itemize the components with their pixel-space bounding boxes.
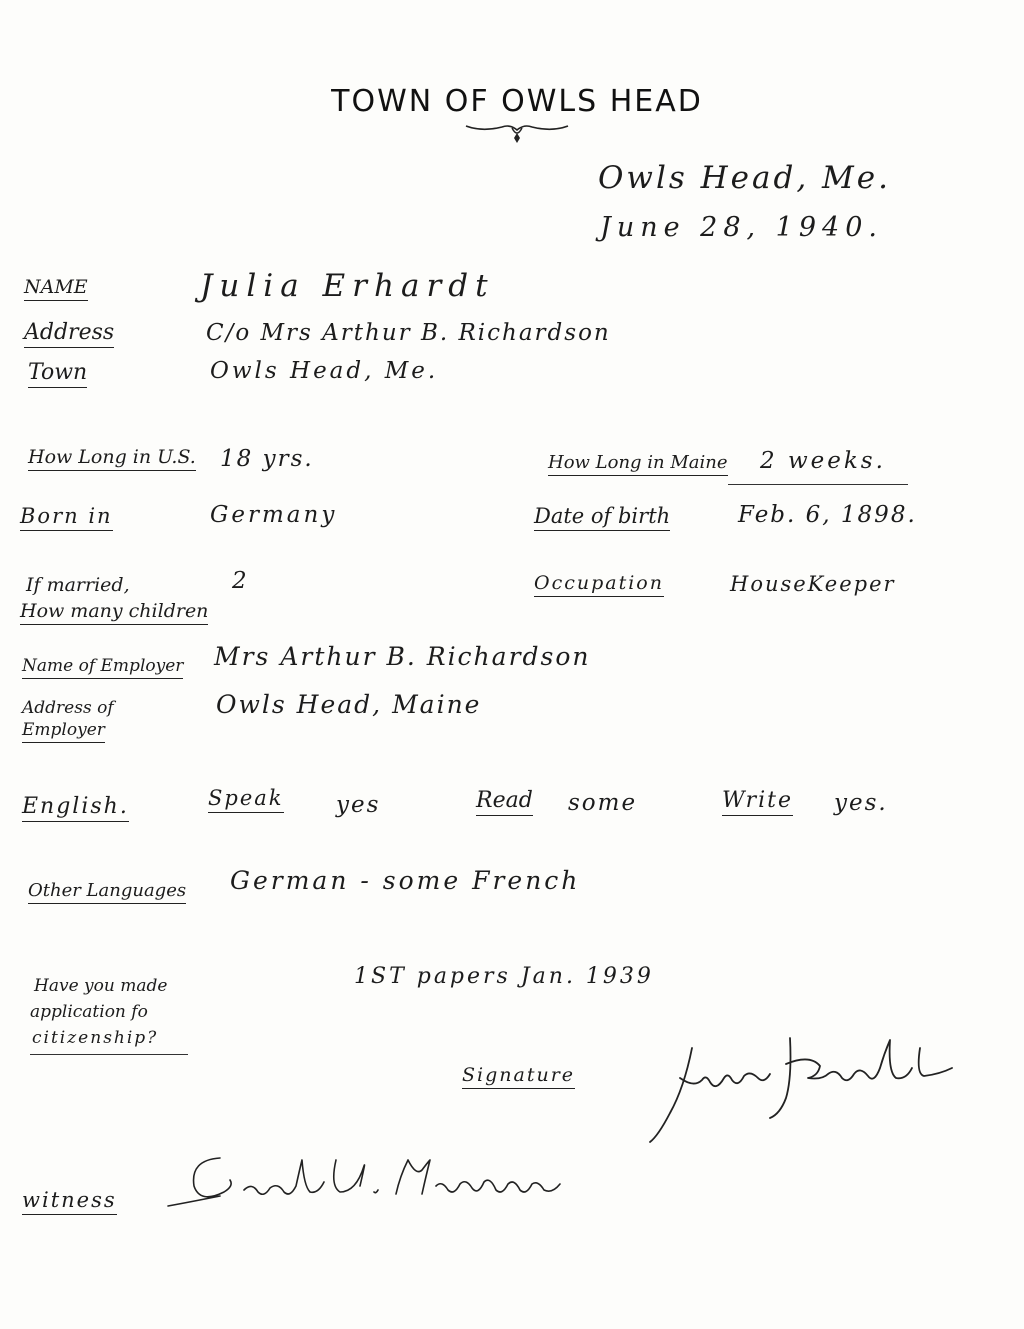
address-label: Address xyxy=(24,320,114,348)
witness-signature-mark xyxy=(160,1146,590,1216)
page-title: TOWN OF OWLS HEAD xyxy=(331,84,703,119)
english-speak-value: yes xyxy=(336,792,381,818)
employer-name-value: Mrs Arthur B. Richardson xyxy=(214,642,591,671)
signature-mark xyxy=(640,1018,970,1148)
employer-address-label-line1: Address of xyxy=(22,698,114,718)
employer-address-value: Owls Head, Maine xyxy=(216,690,482,719)
address-value: C/o Mrs Arthur B. Richardson xyxy=(206,320,611,346)
children-label-line2: How many children xyxy=(20,600,208,625)
children-value: 2 xyxy=(232,568,249,594)
maine-rule xyxy=(728,484,908,485)
employer-name-label: Name of Employer xyxy=(22,656,183,679)
signature-label: Signature xyxy=(462,1064,575,1089)
english-read-label: Read xyxy=(476,788,533,816)
date-of-birth-value: Feb. 6, 1898. xyxy=(738,502,917,528)
title-ornament xyxy=(462,118,572,148)
citizenship-label-line2: application fo xyxy=(30,1002,148,1022)
employer-address-label-line2: Employer xyxy=(22,720,105,743)
english-speak-label: Speak xyxy=(208,786,284,813)
how-long-maine-label: How Long in Maine xyxy=(548,452,728,476)
town-label: Town xyxy=(28,360,87,388)
english-read-value: some xyxy=(568,790,638,816)
occupation-value: HouseKeeper xyxy=(730,572,896,596)
children-label-line1: If married, xyxy=(26,574,130,596)
dateline-date: June 28, 1940. xyxy=(600,212,883,243)
how-long-maine-value: 2 weeks. xyxy=(760,448,886,474)
how-long-us-value: 18 yrs. xyxy=(220,446,314,472)
name-label: NAME xyxy=(24,276,88,301)
name-value: Julia Erhardt xyxy=(200,268,495,304)
born-in-label: Born in xyxy=(20,504,113,531)
dateline-place: Owls Head, Me. xyxy=(598,160,891,196)
date-of-birth-label: Date of birth xyxy=(534,504,670,531)
born-in-value: Germany xyxy=(210,502,338,528)
citizenship-rule xyxy=(30,1054,188,1055)
town-value: Owls Head, Me. xyxy=(210,358,439,384)
citizenship-label-line3: citizenship? xyxy=(32,1028,159,1048)
how-long-us-label: How Long in U.S. xyxy=(28,446,196,471)
english-write-label: Write xyxy=(722,788,793,816)
english-label: English. xyxy=(22,794,129,822)
english-write-value: yes. xyxy=(834,790,888,816)
other-languages-value: German - some French xyxy=(230,866,581,895)
other-languages-label: Other Languages xyxy=(28,880,186,904)
citizenship-value: 1ST papers Jan. 1939 xyxy=(354,964,654,989)
witness-label: witness xyxy=(22,1188,117,1215)
citizenship-label-line1: Have you made xyxy=(34,976,168,996)
occupation-label: Occupation xyxy=(534,572,664,597)
